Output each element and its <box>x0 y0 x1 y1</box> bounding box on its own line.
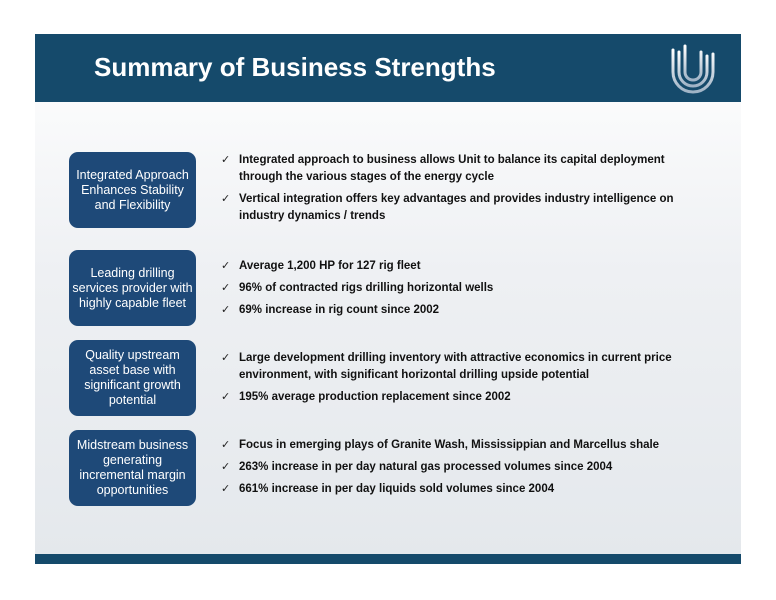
bullet-list <box>221 437 701 503</box>
page-title: Summary of Business Strengths <box>94 52 496 82</box>
bullet-text: Average 1,200 HP for 127 rig fleet <box>239 260 421 272</box>
bullet-item <box>221 481 701 498</box>
section-label: Quality upstream asset base with significant growth potential <box>84 348 181 407</box>
checkmark-icon: ✓ <box>221 304 231 316</box>
footer-bar <box>35 554 741 564</box>
bullet-text: 69% increase in rig count since 2002 <box>239 304 440 316</box>
checkmark-icon: ✓ <box>221 352 231 364</box>
bullet-list <box>221 152 701 230</box>
checkmark-icon: ✓ <box>221 154 231 166</box>
checkmark-icon: ✓ <box>221 391 231 403</box>
unit-corporation-logo-icon <box>667 42 719 94</box>
checkmark-icon: ✓ <box>221 193 231 205</box>
bullet-item <box>221 437 701 454</box>
bullet-text: Focus in emerging plays of Granite Wash, Mississippian and Marcellus shale <box>239 439 660 451</box>
bullet-item <box>221 152 701 186</box>
section-label-box <box>69 250 196 326</box>
bullet-text: Vertical integration offers key advantages and provides industry intelligence on industry dynamics / trends <box>239 193 674 222</box>
checkmark-icon: ✓ <box>221 260 231 272</box>
bullet-text: Large development drilling inventory with attractive economics in current price environment, with significant horizontal drilling upside potential <box>239 352 672 381</box>
bullet-item <box>221 459 701 476</box>
bullet-item <box>221 280 701 297</box>
bullet-item <box>221 389 701 406</box>
bullet-item <box>221 191 701 225</box>
bullet-item <box>221 258 701 275</box>
bullet-text: Integrated approach to business allows Unit to balance its capital deployment through the various stages of the energy cycle <box>239 154 665 183</box>
bullet-item <box>221 302 701 319</box>
checkmark-icon: ✓ <box>221 483 231 495</box>
bullet-list <box>221 258 701 324</box>
checkmark-icon: ✓ <box>221 282 231 294</box>
checkmark-icon: ✓ <box>221 439 231 451</box>
bullet-text: 263% increase in per day natural gas processed volumes since 2004 <box>239 461 613 473</box>
section-label: Integrated Approach Enhances Stability and Flexibility <box>76 167 189 212</box>
section-label: Midstream business generating incremental margin opportunities <box>76 438 189 497</box>
header-bar <box>35 34 741 102</box>
bullet-text: 195% average production replacement since 2002 <box>239 391 511 403</box>
section-label-box <box>69 152 196 228</box>
section-label-box <box>69 430 196 506</box>
bullet-text: 96% of contracted rigs drilling horizontal wells <box>239 282 494 294</box>
checkmark-icon: ✓ <box>221 461 231 473</box>
bullet-item <box>221 350 701 384</box>
bullet-list <box>221 350 701 411</box>
section-label-box <box>69 340 196 416</box>
slide <box>35 34 741 564</box>
section-label: Leading drilling services provider with highly capable fleet <box>72 265 193 310</box>
bullet-text: 661% increase in per day liquids sold volumes since 2004 <box>239 483 555 495</box>
